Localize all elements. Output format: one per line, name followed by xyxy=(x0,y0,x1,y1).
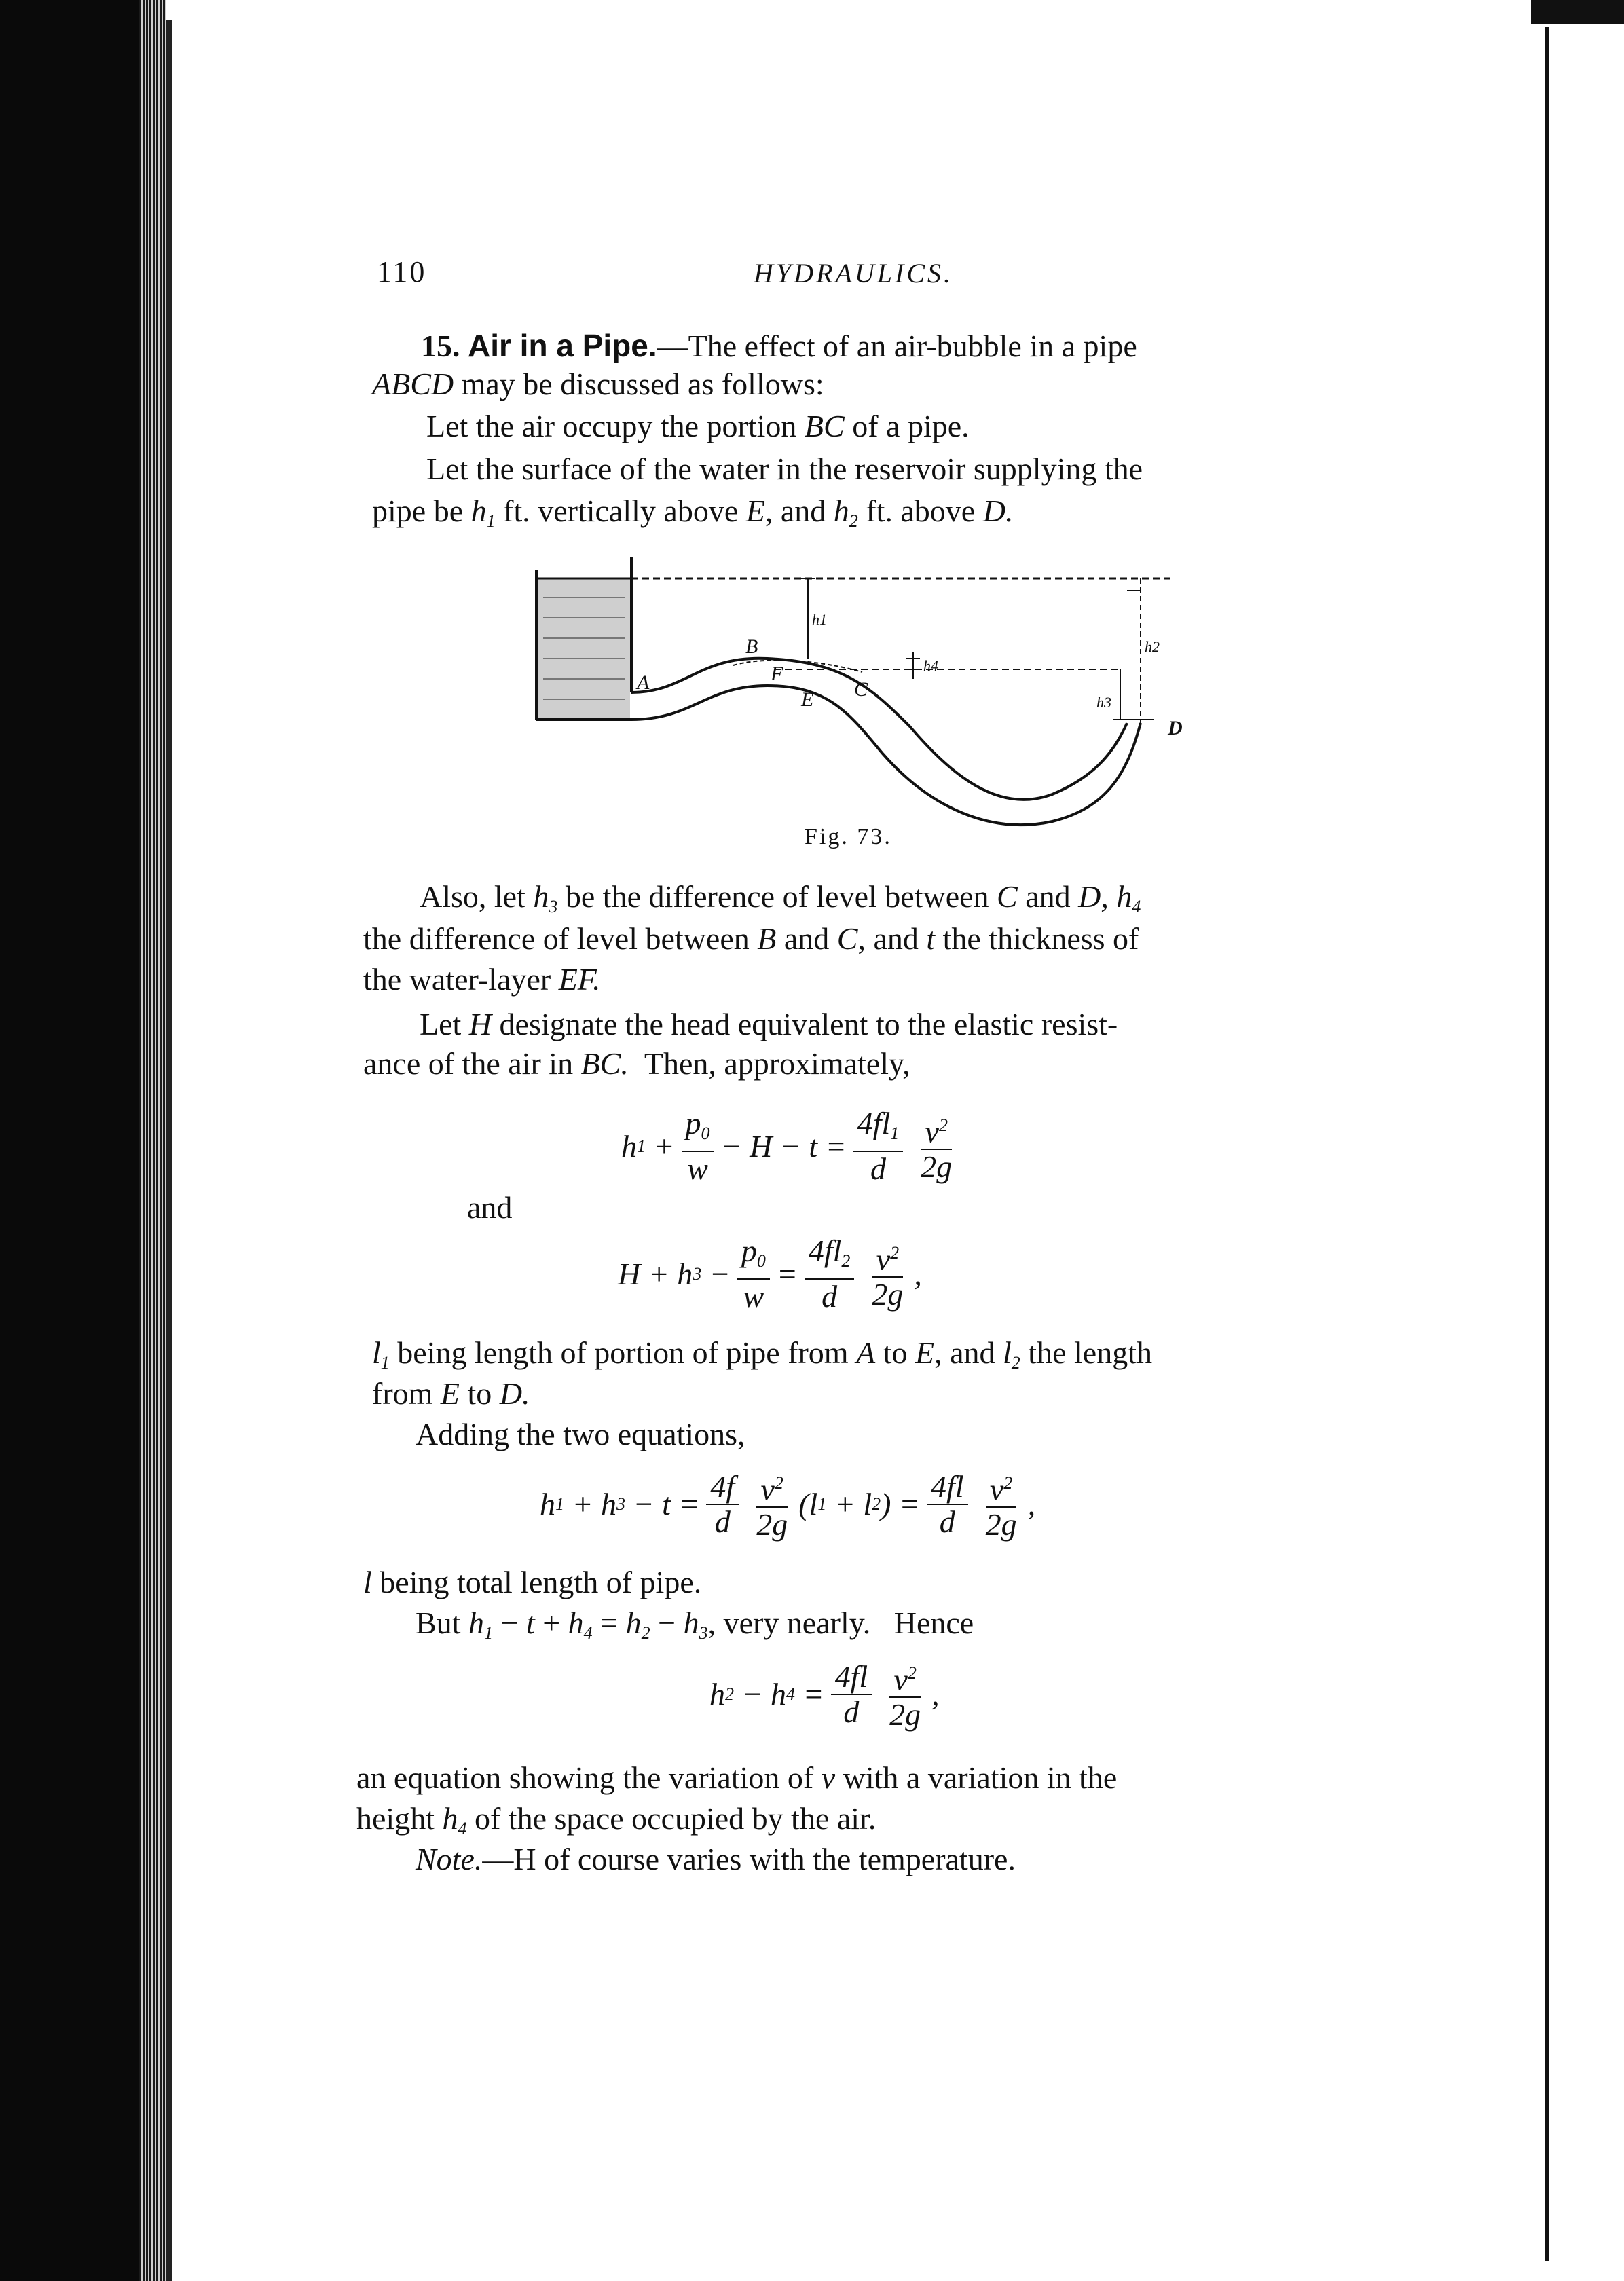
paragraph-let-h: Let H designate the head equivalent to the elastic resist- xyxy=(420,1007,1118,1041)
section-intro: —The effect of an air-bubble in a pipe xyxy=(657,329,1137,363)
section-title: Air in a Pipe. xyxy=(468,328,657,363)
label-h2: h2 xyxy=(1145,638,1160,655)
pipe-diagram xyxy=(530,550,1195,835)
paragraph-air-portion: Let the air occupy the portion BC of a pipe. xyxy=(426,409,970,443)
book-binding xyxy=(0,0,166,2281)
label-h4: h4 xyxy=(923,657,938,674)
paragraph-let-h-line2: ance of the air in BC. Then, approximately, xyxy=(363,1046,910,1081)
paragraph-l1: $l_1$ being length of portion of pipe from A to E, and $l_2$ the length xyxy=(372,1335,1152,1373)
page-number: 110 xyxy=(377,255,427,289)
paragraph-surface: Let the surface of the water in the reservoir supplying the xyxy=(426,451,1143,486)
label-E: E xyxy=(801,688,814,711)
paragraph-also: Also, let $h_3$ be the difference of level between C and D, $h_4$ xyxy=(420,879,1141,916)
paragraph-surface-line2: pipe be $h_1$ ft. vertically above E, and $h_2$ ft. above D. xyxy=(372,494,1014,531)
label-C: C xyxy=(854,678,868,701)
label-A: A xyxy=(637,671,650,694)
equation-4: h 2 − h 4 = $\frac{4fl}{d}$ $\frac{v^2}{2g}$ , xyxy=(709,1656,940,1732)
page-edges xyxy=(139,0,166,2281)
reservoir xyxy=(536,557,631,720)
section-intro-line2: ABCD may be discussed as follows: xyxy=(372,367,824,401)
paragraph-eq-showing: an equation showing the variation of v with a variation in the xyxy=(356,1760,1118,1795)
word-and: and xyxy=(467,1190,513,1225)
label-h3: h3 xyxy=(1096,694,1111,711)
label-F: F xyxy=(771,663,783,685)
equation-1: h 1 + $\frac{p_0}{w}$ − H − t = $\frac{4fl_1}{d}$ $\frac{v^2}{2g}$ xyxy=(621,1106,953,1186)
section-heading xyxy=(421,324,1137,367)
paragraph-adding: Adding the two equations, xyxy=(416,1417,745,1451)
label-D: D xyxy=(1168,717,1183,739)
equation-2: H + h 3 − $\frac{p_0}{w}$ = $\frac{4fl_2}{d}$ $\frac{v^2}{2g}$ , xyxy=(618,1234,922,1314)
equation-3: h 1 + h 3 − t = $\frac{4f}{d}$ $\frac{v^2}{2g}$ (l 1 + l 2 ) = $\frac{4fl}{d}$ $\frac{v^2}{2g}$ , xyxy=(540,1466,1035,1542)
paragraph-total-length: l being total length of pipe. xyxy=(363,1565,702,1599)
pipe-label: ABCD xyxy=(372,367,454,401)
paragraph-eq-showing-line2: height $h_4$ of the space occupied by the air. xyxy=(356,1801,876,1838)
paragraph-note: Note.—H of course varies with the temperature. xyxy=(416,1842,1016,1876)
label-B: B xyxy=(745,635,758,658)
running-title: HYDRAULICS. xyxy=(754,258,954,289)
section-number: 15. xyxy=(421,329,460,363)
h4-dimension xyxy=(906,652,920,679)
label-h1: h1 xyxy=(812,611,827,628)
paragraph-but: But $h_1 - t + h_4 = h_2 - h_3$, very nearly. Hence xyxy=(416,1606,974,1643)
paragraph-l1-line2: from E to D. xyxy=(372,1376,530,1411)
figure-caption: Fig. 73. xyxy=(805,824,892,849)
pipe xyxy=(631,659,1141,825)
paragraph-also-line3: the water-layer EF. xyxy=(363,962,601,997)
paragraph-also-line2: the difference of level between B and C, and t the thickness of xyxy=(363,921,1139,956)
facing-page-edge xyxy=(1531,0,1624,2281)
